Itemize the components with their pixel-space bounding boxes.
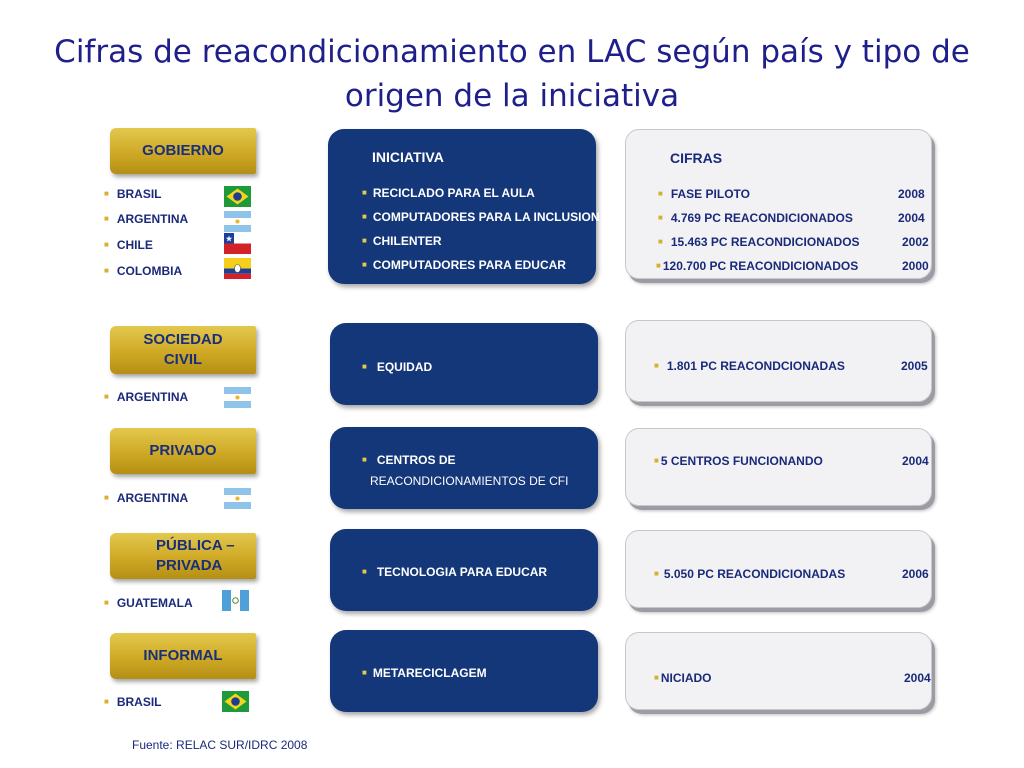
initiative-item: ■ METARECICLAGEM — [362, 666, 487, 680]
initiative-item: ■ CHILENTER — [362, 234, 442, 248]
country-argentina: ■ ARGENTINA — [104, 212, 189, 226]
chile-flag-icon — [224, 233, 251, 254]
figures-box-sociedad — [625, 320, 932, 402]
figure-row: ■ 15.463 PC REACONDICIONADOS — [658, 235, 860, 249]
figures-box-publica — [625, 530, 932, 608]
figure-row: ■ 5 CENTROS FUNCIONANDO — [654, 454, 823, 468]
figure-row: ■ 4.769 PC REACONDICIONADOS — [658, 211, 853, 225]
figures-box-gobierno — [625, 129, 932, 279]
category-gobierno — [110, 128, 256, 174]
category-gobierno-label: GOBIERNO — [142, 142, 224, 159]
initiative-item: ■ COMPUTADORES PARA LA INCLUSION — [362, 210, 600, 224]
argentina-flag-icon — [224, 211, 251, 232]
category-informal — [110, 633, 256, 679]
country-colombia: ■ COLOMBIA — [104, 264, 183, 278]
category-privado — [110, 428, 256, 474]
initiative-box-publica — [330, 529, 598, 611]
iniciativa-header: INICIATIVA — [372, 149, 444, 165]
figure-row: ■ 120.700 PC REACONDICIONADOS — [656, 259, 859, 273]
figure-year: 2006 — [902, 567, 929, 581]
category-publica-privada-label: PÚBLICA – PRIVADA — [156, 537, 235, 574]
argentina-flag-icon — [224, 488, 251, 509]
country-brasil: ■ BRASIL — [104, 187, 162, 201]
figure-row: ■ NICIADO — [654, 671, 712, 685]
initiative-item: ■ TECNOLOGIA PARA EDUCAR — [362, 565, 548, 579]
brazil-flag-icon — [222, 691, 249, 712]
figures-box-informal — [625, 632, 932, 710]
country-brasil: ■ BRASIL — [104, 695, 162, 709]
initiative-item: ■ EQUIDAD — [362, 360, 433, 374]
initiative-box-privado — [330, 427, 598, 509]
source-note: Fuente: RELAC SUR/IDRC 2008 — [132, 738, 308, 752]
figure-year: 2005 — [901, 359, 928, 373]
category-sociedad-civil-label: SOCIEDAD CIVIL — [143, 331, 223, 368]
category-sociedad-civil — [110, 326, 256, 374]
guatemala-flag-icon — [222, 590, 249, 611]
category-informal-label: INFORMAL — [143, 647, 223, 664]
initiative-item: ■ COMPUTADORES PARA EDUCAR — [362, 258, 566, 272]
country-argentina: ■ ARGENTINA — [104, 390, 189, 404]
figure-year: 2000 — [902, 259, 929, 273]
colombia-flag-icon — [224, 258, 251, 279]
initiative-item-cont: REACONDICIONAMIENTOS DE CFI — [370, 474, 569, 488]
figure-row: ■ FASE PILOTO — [658, 187, 750, 201]
country-guatemala: ■ GUATEMALA — [104, 596, 193, 610]
figure-year: 2008 — [898, 187, 925, 201]
figures-box-privado — [625, 428, 932, 506]
argentina-flag-icon — [224, 387, 251, 408]
brazil-flag-icon — [224, 186, 251, 207]
category-publica-privada — [110, 533, 256, 579]
country-argentina: ■ ARGENTINA — [104, 491, 189, 505]
initiative-box-sociedad — [330, 323, 598, 405]
page-title: Cifras de reacondicionamiento en LAC según país y tipo de origen de la iniciativa — [54, 34, 970, 114]
figure-year: 2004 — [902, 454, 929, 468]
figure-year: 2004 — [904, 671, 931, 685]
initiative-item: ■ RECICLADO PARA EL AULA — [362, 186, 535, 200]
country-chile: ■ CHILE — [104, 238, 153, 252]
figure-year: 2004 — [898, 211, 925, 225]
initiative-item: ■ CENTROS DE — [362, 453, 456, 467]
figure-row: ■ 1.801 PC REACONDCIONADAS — [654, 359, 845, 373]
cifras-header: CIFRAS — [670, 150, 723, 166]
figure-year: 2002 — [902, 235, 929, 249]
initiative-box-informal — [330, 630, 598, 712]
figure-row: ■ 5.050 PC REACONDICIONADAS — [654, 567, 846, 581]
category-privado-label: PRIVADO — [149, 442, 217, 459]
initiative-box-gobierno — [328, 129, 600, 284]
